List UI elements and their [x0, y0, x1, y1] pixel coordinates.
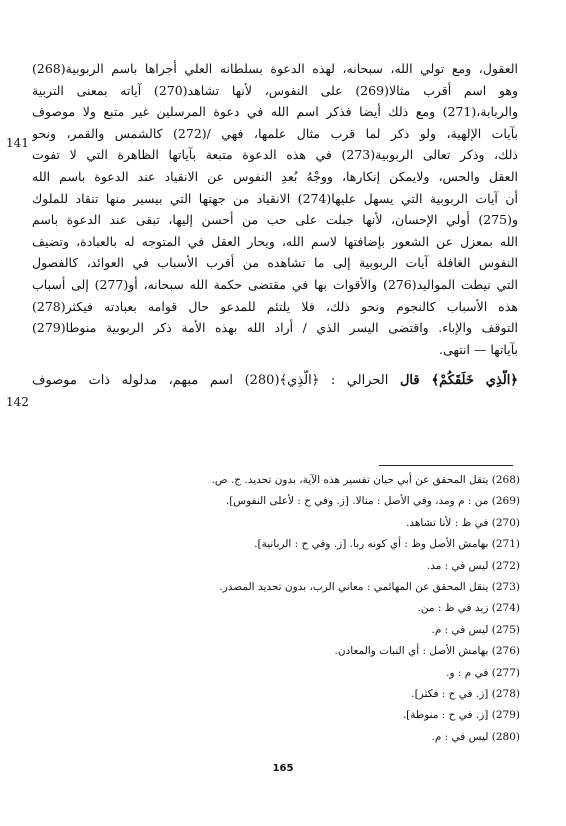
text-line: ذلك، وذكر تعالى الربوبية(273) في هذه الدعوة متبعة بآياتها الظاهرة التي لا تفوت: [32, 147, 518, 163]
footnote: (276) بهامش الأصل : أي النبات والمعادن.: [334, 645, 520, 658]
footnotes: [60, 470, 520, 748]
text-line: وهو اسم أقرب مثالا(269) على النفوس، لأنها تشاهد(270) آياته بمعنى التربية: [32, 82, 518, 98]
footnote-separator: [379, 465, 513, 466]
text-line: أن آيات الربوبية التي يسهل عليها(274) الانقياد من جهتها التي بيسير منها تنقاد للملوك: [32, 190, 518, 206]
footnote: (279) [ز. في ح : منوطة].: [402, 709, 520, 722]
text-line: التوقف والإباء. واقتضى اليسر الذي / أراد الله بهذه الأمة ذكر الربوبية منوطا(279): [32, 320, 518, 336]
quranic-quote: ﴿الَّذِي خَلَقَكُمْ﴾ قال: [399, 373, 518, 389]
footnote: (270) في ظ : لأنا تشاهد.: [406, 516, 520, 529]
footnote: (274) زيد في ظ : من.: [417, 602, 520, 615]
footnote: (272) ليس في : مد.: [426, 559, 520, 572]
footnote: (277) في م : و.: [446, 666, 520, 679]
main-text: [32, 58, 518, 392]
text-line: التي نيطت المواليد(276) والأقوات بها في مقتضى حكمة الله سبحانه، أو(277) إلى أسباب: [32, 276, 518, 292]
footnote: (275) ليس في : م.: [431, 623, 520, 636]
footnote: (268) يتقل المحقق عن أبي حيان تفسير هذه الآية، بدون تحديد. ج. ص.: [211, 474, 520, 486]
margin-page-number: 142: [6, 395, 29, 409]
footnote: (280) ليس في : م.: [431, 730, 520, 743]
text-line: العقول، ومع تولي الله، سبحانه، لهذه الدعوة بسلطانه العلي أجراها باسم الربوبية(268): [32, 61, 518, 76]
footnote: (269) من : م ومد، وفي الأصل : منالا. [ز. وفي ح : لأعلى النفوس].: [225, 495, 520, 508]
text-line: العقل والحس، ولايمكن إنكارها، ووجْهُ بُعدِ النفوس عن الانقياد عند الدعوة باسم الله: [32, 168, 518, 184]
text-line: النفوس الغافلة آيات الربوبية إلى ما تشاهده من أقرب الأسباب في العوائد، كالفصول: [32, 255, 518, 271]
footnote: (273) ينقل المحقق عن المهائمي : معاني الرب، بدون تحديد المصدر.: [219, 580, 520, 593]
text-line: هذه الأسباب كالنجوم ونحو ذلك، فلا يلتئم للمدعو حال قوامه بعبادته فيكثر(278): [32, 298, 518, 314]
verse-commentary: الحرالي : ﴿الَّذِي﴾(280) اسم مبهم، مدلوله ذات موصوف: [32, 373, 389, 389]
footnote: (278) [ز. في ح : فكثر].: [411, 687, 520, 700]
page-number: 165: [272, 763, 294, 774]
footnote: (271) بهامش الأصل وظ : أي كونه ربا. [ز. وفي ح : الربانية].: [254, 538, 520, 551]
text-line: بآيات الإلهية، ولو ذكر لما قرب مثال علمها، فهي /(272) كالشمس والقمر، ونحو: [32, 125, 518, 141]
text-line: الله بمعزل عن الشعور بإضافتها لاسم الله، ويحار العقل في المتوجه له بالعبادة، وتضيف: [32, 233, 518, 249]
text-line: و(275) أولي الإحسان، لأنها جبلت على حب من أحسن إليها، تبقى عند الدعوة باسم: [32, 212, 518, 228]
margin-page-number: 141: [6, 136, 29, 150]
verse-line: [32, 370, 518, 392]
text-line: بآياتها — انتهى.: [439, 341, 518, 357]
text-line: والربابة،(271) ومع ذلك أيضا فذكر اسم الله في دعوة المرسلين غير متبع ولا موصوف: [32, 104, 518, 120]
